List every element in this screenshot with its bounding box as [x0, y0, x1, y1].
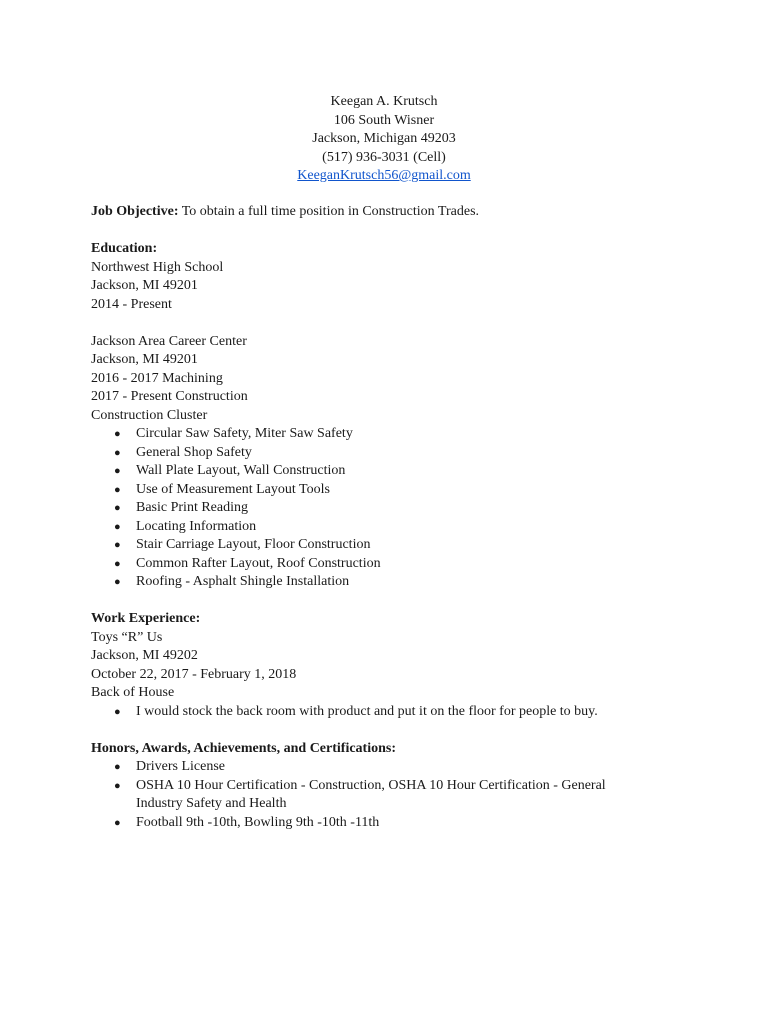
list-item: ● Drivers License	[91, 758, 691, 777]
bullet-icon: ●	[114, 779, 121, 792]
bullet-icon: ●	[114, 446, 121, 459]
work-duties-list	[91, 703, 691, 722]
list-item: ● Wall Plate Layout, Wall Construction	[91, 462, 691, 481]
email-link[interactable]: KeeganKrutsch56@gmail.com	[297, 168, 471, 183]
address-line-1: 106 South Wisner	[333, 112, 435, 128]
bullet-icon: ●	[114, 539, 121, 551]
contact-header	[0, 93, 768, 186]
school-dates: 2014 - Present	[91, 296, 172, 312]
address-line-2: Jackson, Michigan 49203	[312, 131, 456, 146]
list-item: ● Common Rafter Layout, Roof Construction	[91, 555, 691, 574]
list-item: ● Stair Carriage Layout, Floor Construction	[91, 536, 691, 555]
bullet-icon: ●	[114, 761, 121, 773]
bullet-icon: ●	[114, 502, 121, 514]
school-location: Jackson, MI 49201	[91, 278, 198, 293]
school-name: Jackson Area Career Center	[91, 333, 247, 349]
list-item: ● General Shop Safety	[91, 444, 691, 463]
bullet-icon: ●	[114, 465, 121, 477]
education-heading: Education:	[91, 241, 158, 256]
list-item: ● Football 9th -10th, Bowling 9th -10th -11th	[91, 814, 691, 833]
list-item: ● Circular Saw Safety, Miter Saw Safety	[91, 425, 691, 444]
honors-list	[91, 758, 691, 832]
list-item: ● Roofing - Asphalt Shingle Installation	[91, 573, 691, 592]
job-role: Back of House	[91, 685, 175, 700]
employer-name: Toys “R” Us	[91, 629, 163, 645]
cluster-title: Construction Cluster	[91, 407, 208, 423]
bullet-icon: ●	[114, 520, 121, 533]
bullet-icon: ●	[114, 576, 121, 588]
employment-dates: October 22, 2017 - February 1, 2018	[91, 666, 297, 682]
objective-text: To obtain a full time position in Construction Trades.	[178, 204, 480, 219]
list-item: ● Locating Information	[91, 518, 691, 537]
list-item: ● Use of Measurement Layout Tools	[91, 481, 691, 500]
list-item: ● Basic Print Reading	[91, 499, 691, 518]
honors-heading: Honors, Awards, Achievements, and Certifications:	[91, 740, 396, 756]
bullet-icon: ●	[114, 705, 121, 718]
applicant-name: Keegan A. Krutsch	[330, 94, 438, 109]
work-heading: Work Experience:	[91, 611, 201, 626]
employer-location: Jackson, MI 49202	[91, 648, 198, 663]
education-skills-list	[91, 425, 691, 592]
program-line: 2017 - Present Construction	[91, 389, 248, 404]
school-name: Northwest High School	[91, 259, 224, 275]
job-objective	[91, 203, 691, 222]
phone-number: (517) 936-3031 (Cell)	[322, 149, 446, 165]
list-item: ● OSHA 10 Hour Certification - Construction, OSHA 10 Hour Certification - General Industry Safety and Health	[114, 777, 606, 811]
program-line: 2016 - 2017 Machining	[91, 370, 223, 386]
objective-label: Job Objective:	[91, 204, 179, 219]
bullet-icon: ●	[114, 557, 121, 570]
bullet-icon: ●	[114, 428, 121, 440]
bullet-icon: ●	[114, 483, 121, 496]
bullet-icon: ●	[114, 816, 121, 829]
resume-body	[91, 203, 691, 832]
school-location: Jackson, MI 49201	[91, 352, 198, 367]
list-item: ● I would stock the back room with product and put it on the floor for people to buy.	[91, 703, 691, 722]
